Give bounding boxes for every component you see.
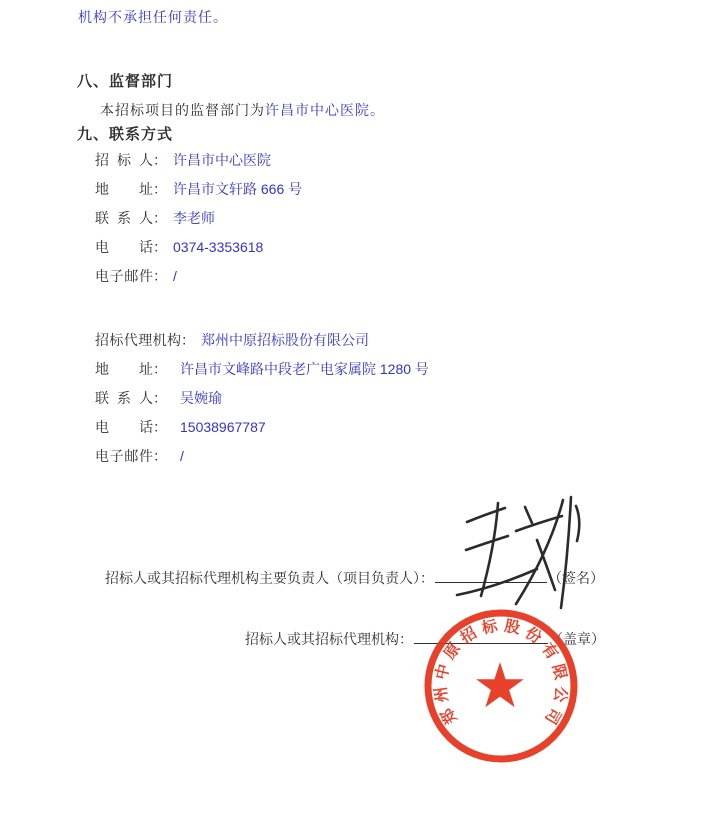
supervision-paragraph [100, 100, 385, 120]
tenderer-label: 招标人 [95, 152, 153, 168]
agency-value: 郑州中原招标股份有限公司 [201, 332, 369, 348]
agency-row [95, 326, 429, 355]
email-value: / [173, 268, 177, 284]
tenderer-row [95, 146, 302, 175]
signature-scribble [525, 507, 532, 523]
phone-value: 0374-3353618 [173, 239, 264, 255]
section-heading-supervision: 八、监督部门 [77, 73, 174, 90]
agency-contact-block [95, 326, 429, 471]
agency-phone-label: 电话 [95, 419, 153, 435]
colon: ： [153, 181, 167, 197]
colon: ： [153, 390, 167, 406]
signature-scribble [467, 508, 505, 522]
signature-line-label: 招标人或其招标代理机构主要负责人（项目负责人）： [105, 570, 434, 586]
seal-arc-char: 份 [522, 624, 545, 648]
signature-line-suffix: （签名） [548, 570, 604, 586]
seal-arc-char: 股 [503, 617, 522, 638]
seal-arc-char: 限 [548, 662, 569, 682]
agency-email-value: / [180, 448, 184, 464]
contact-person-label: 联系人 [95, 210, 153, 226]
contact-person-value: 李老师 [173, 210, 215, 226]
colon: ： [153, 419, 167, 435]
colon: ： [153, 361, 167, 377]
company-seal [421, 606, 581, 766]
seal-arc-char: 招 [457, 624, 480, 648]
colon: ： [153, 239, 167, 255]
colon: ： [153, 152, 167, 168]
agency-address-value: 许昌市文峰路中段老广电家属院 1280 号 [180, 361, 429, 377]
agency-address-row [95, 355, 429, 384]
section-heading-contact: 九、联系方式 [77, 126, 174, 143]
seal-arc-char: 原 [441, 640, 464, 663]
phone-label: 电话 [95, 239, 153, 255]
supervision-period: 。 [370, 102, 385, 118]
agency-contact-person-value: 吴婉瑜 [180, 390, 222, 406]
seal-arc-char: 公 [550, 685, 570, 704]
signature-scribble [576, 506, 579, 541]
seal-arc-char: 中 [433, 662, 454, 682]
address-label: 地址 [95, 181, 153, 197]
page-top-note: 机构不承担任何责任。 [78, 9, 228, 25]
signature-scribble [516, 500, 563, 604]
agency-email-label: 电子邮件 [95, 448, 153, 464]
colon: ： [181, 332, 195, 348]
address-value: 许昌市文轩路 666 号 [173, 181, 303, 197]
signature-scribble [466, 536, 508, 550]
seal-arc-char: 州 [432, 685, 452, 704]
contact-person-row [95, 204, 302, 233]
email-row [95, 262, 302, 291]
star-icon [476, 662, 524, 707]
agency-phone-value: 15038967787 [180, 419, 266, 435]
agency-phone-row [95, 413, 429, 442]
tenderer-value: 许昌市中心医院 [173, 152, 271, 168]
address-row [95, 175, 302, 204]
seal-line-suffix: （盖章） [549, 631, 605, 647]
phone-row [95, 233, 302, 262]
agency-label: 招标代理机构 [95, 332, 181, 348]
seal-line-label: 招标人或其招标代理机构： [245, 631, 413, 647]
colon: ： [153, 448, 167, 464]
agency-contact-person-row [95, 384, 429, 413]
seal-arc-char: 标 [480, 617, 499, 638]
signature-scribble [561, 497, 571, 608]
supervision-text: 本招标项目的监督部门为 [100, 102, 265, 118]
seal-arc-char: 司 [541, 704, 564, 727]
email-label: 电子邮件 [95, 268, 153, 284]
signature-scribble [481, 503, 498, 596]
colon: ： [153, 268, 167, 284]
tenderer-contact-block [95, 146, 302, 291]
colon: ： [153, 210, 167, 226]
supervision-org: 许昌市中心医院 [265, 102, 370, 118]
agency-contact-person-label: 联系人 [95, 390, 153, 406]
seal-arc-char: 有 [538, 640, 561, 663]
handwritten-signature [454, 494, 588, 612]
seal-arc-char: 郑 [438, 704, 461, 727]
agency-address-label: 地址 [95, 361, 153, 377]
agency-email-row [95, 442, 429, 471]
